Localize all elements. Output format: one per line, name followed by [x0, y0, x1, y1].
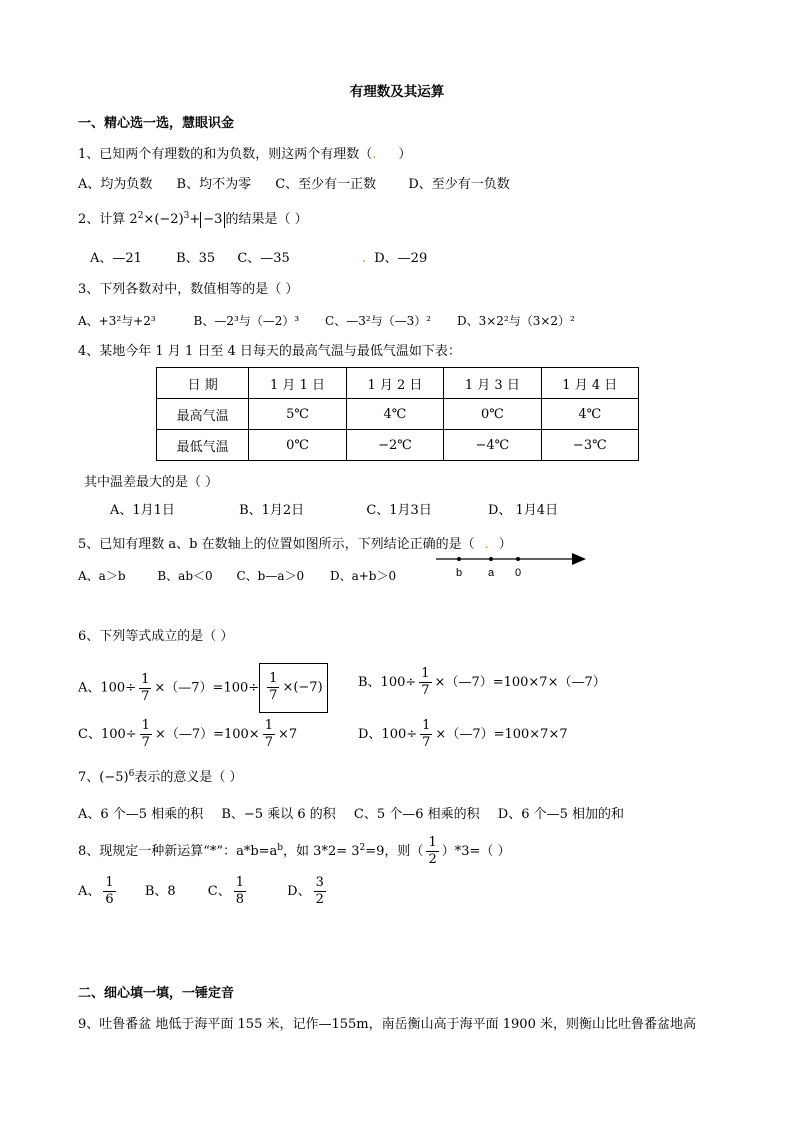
q8-mid: ，如 3*2= 3 [283, 844, 360, 859]
q8-option-b: B、8 [144, 884, 176, 899]
q4-option-a: A、1月1日 [110, 503, 175, 518]
q8-options [78, 872, 329, 912]
q2-option-a: A、—21 [90, 251, 142, 266]
q1-options [78, 175, 510, 195]
fraction: $\frac{3}{2}$ [315, 875, 324, 907]
dot-mark: . [372, 147, 377, 162]
q6-c-mid: ×（—7）=100× [154, 727, 260, 742]
q6-c-suffix: ×7 [277, 727, 298, 742]
point-b [457, 557, 461, 561]
table-header-cell: 1 月 2 日 [346, 368, 443, 399]
q7-option-d: D、6 个—5 相加的和 [497, 807, 625, 822]
question-8: 8、现规定一种新运算“*”：$a*b=a^b$，如 $3*2= 3^2=9$，则（ $\frac{1}{2}$ ）*3=（ ） [78, 835, 511, 867]
q6-c-prefix: C、100÷ [78, 727, 137, 742]
square-bracket [259, 663, 327, 713]
q5-option-d: D、a+b＞0 [329, 569, 397, 583]
page-title: 有理数及其运算 [349, 84, 445, 100]
q8-prefix: 8、现规定一种新运算“*”：a*b=a [78, 844, 278, 859]
q5-option-b: B、ab＜0 [157, 569, 213, 583]
q4-option-d: D、 1月4日 [487, 503, 559, 518]
q7-option-a: A、6 个—5 相乘的积 [78, 807, 204, 822]
q6-b-suffix: ×（—7）=100×7×（—7） [434, 675, 606, 690]
q1-option-a: A、均为负数 [78, 177, 153, 192]
q2-options [90, 249, 427, 269]
q8-suffix: ）*3=（ ） [441, 844, 511, 859]
q5-option-c: C、b—a＞0 [236, 569, 305, 583]
q3-options [78, 311, 575, 331]
table-header-cell: 1 月 3 日 [444, 368, 541, 399]
q2-prefix: 2、计算 [78, 212, 126, 227]
section-1-heading: 一、精心选一选，慧眼识金 [78, 116, 235, 131]
q6-d-suffix: ×（—7）=100×7×7 [435, 727, 568, 742]
temperature-table [156, 367, 639, 461]
question-9: 9、吐鲁番盆 地低于海平面 155 米，记作—155m，南岳衡山高于海平面 1900 米，则衡山比吐鲁番盆地高 [78, 1017, 696, 1032]
table-cell: 0℃ [249, 430, 346, 461]
q3-option-a: A、+3²与+2³ [78, 314, 156, 328]
q4-followup: 其中温差最大的是（ ） [84, 475, 219, 490]
q7-suffix: 表示的意义是（ ） [134, 770, 243, 785]
q6-b-prefix: B、100÷ [358, 675, 417, 690]
q1-option-d: D、至少有一负数 [408, 177, 510, 192]
q2-suffix: 的结果是（ ） [225, 212, 308, 227]
table-cell: −3℃ [541, 430, 638, 461]
fraction: $\frac{1}{7}$ [264, 718, 273, 750]
fraction: $\frac{1}{7}$ [422, 718, 431, 750]
q8-mid2: =9，则（ [365, 844, 424, 859]
section-2-heading: 二、细心填一填，一锤定音 [78, 986, 235, 1001]
table-row [157, 368, 639, 399]
question-3: 3、下列各数对中，数值相等的是（ ） [78, 282, 299, 297]
dot-mark: . [484, 537, 489, 552]
fraction: $\frac{1}{7}$ [141, 718, 150, 750]
axis-label-a: a [488, 567, 495, 579]
q8-option-a: A、 $\frac{1}{6}$ [78, 875, 114, 907]
table-cell: 最低气温 [157, 430, 249, 461]
q6-a-inner: ×(−7) [282, 680, 323, 695]
q8-option-d: D、 $\frac{3}{2}$ [287, 875, 324, 907]
q3-option-b: B、—2³与（—2）³ [193, 314, 300, 328]
table-cell: 0℃ [444, 399, 541, 430]
q7-options [78, 805, 624, 825]
question-4: 4、某地今年 1 月 1 日至 4 日每天的最高气温与最低气温如下表： [78, 344, 461, 359]
q1-option-c: C、至少有一正数 [275, 177, 377, 192]
point-a [489, 557, 493, 561]
q5-close: ） [498, 537, 512, 552]
table-cell: −4℃ [444, 430, 541, 461]
question-1 [78, 145, 411, 165]
q1-option-b: B、均不为零 [176, 177, 252, 192]
q6-option-a [78, 663, 328, 713]
q7-expression: $(-5)^6$ [99, 769, 135, 785]
fraction: $\frac{1}{2}$ [428, 835, 437, 867]
q4-option-b: B、1月2日 [239, 503, 305, 518]
q1-close: ） [398, 147, 412, 162]
q8-option-c: C、 $\frac{1}{8}$ [207, 875, 245, 907]
q6-d-prefix: D、100÷ [358, 727, 418, 742]
arrow-right-icon [572, 553, 586, 565]
q5-options [78, 566, 396, 586]
table-header-cell: 1 月 1 日 [249, 368, 346, 399]
fraction: $\frac{1}{7}$ [141, 671, 150, 704]
q6-option-d [358, 715, 568, 755]
table-cell: 4℃ [541, 399, 638, 430]
q4-options [110, 501, 558, 521]
q2-option-c: C、—35 [237, 251, 290, 266]
q2-option-d: D、—29 [374, 251, 428, 266]
q6-a-mid: ×（—7）=100÷ [154, 680, 260, 696]
q5-stem: 5、已知有理数 a、b 在数轴上的位置如图所示，下列结论正确的是（ [78, 537, 475, 552]
q1-stem: 1、已知两个有理数的和为负数，则这两个有理数（ [78, 147, 373, 162]
table-cell: 4℃ [346, 399, 443, 430]
axis-label-zero: 0 [515, 567, 522, 579]
table-cell: 最高气温 [157, 399, 249, 430]
q6-a-prefix: A、100÷ [78, 680, 137, 696]
table-cell: 5℃ [249, 399, 346, 430]
fraction: $\frac{1}{8}$ [235, 875, 245, 907]
q5-option-a: A、a＞b [78, 569, 126, 583]
dot-mark: . [361, 251, 367, 266]
number-line-figure [432, 548, 592, 580]
axis-label-b: b [456, 567, 463, 579]
fraction: $\frac{1}{7}$ [421, 666, 430, 698]
q2-option-b: B、35 [176, 251, 216, 266]
table-row [157, 430, 639, 461]
table-cell: −2℃ [346, 430, 443, 461]
q6-option-c [78, 715, 297, 755]
fraction: $\frac{1}{6}$ [105, 875, 114, 907]
table-header-cell: 1 月 4 日 [541, 368, 638, 399]
q7-option-c: C、5 个—6 相乘的积 [353, 807, 480, 822]
question-7 [78, 768, 242, 788]
q3-option-d: D、3×2²与（3×2）² [456, 314, 575, 328]
table-row [157, 399, 639, 430]
q6-option-b [358, 663, 606, 703]
q7-prefix: 7、 [78, 770, 100, 785]
fraction: $\frac{1}{7}$ [269, 671, 278, 703]
q2-expression: $2^2\times(-2)^3+ -3$ [129, 212, 225, 227]
q3-option-c: C、—3²与（—3）² [325, 314, 432, 328]
point-zero [516, 557, 520, 561]
q4-option-c: C、1月3日 [366, 503, 432, 518]
question-2 [78, 210, 308, 230]
question-6: 6、下列等式成立的是（ ） [78, 629, 234, 644]
table-header-cell: 日 期 [157, 368, 249, 399]
q7-option-b: B、−5 乘以 6 的积 [221, 807, 336, 822]
